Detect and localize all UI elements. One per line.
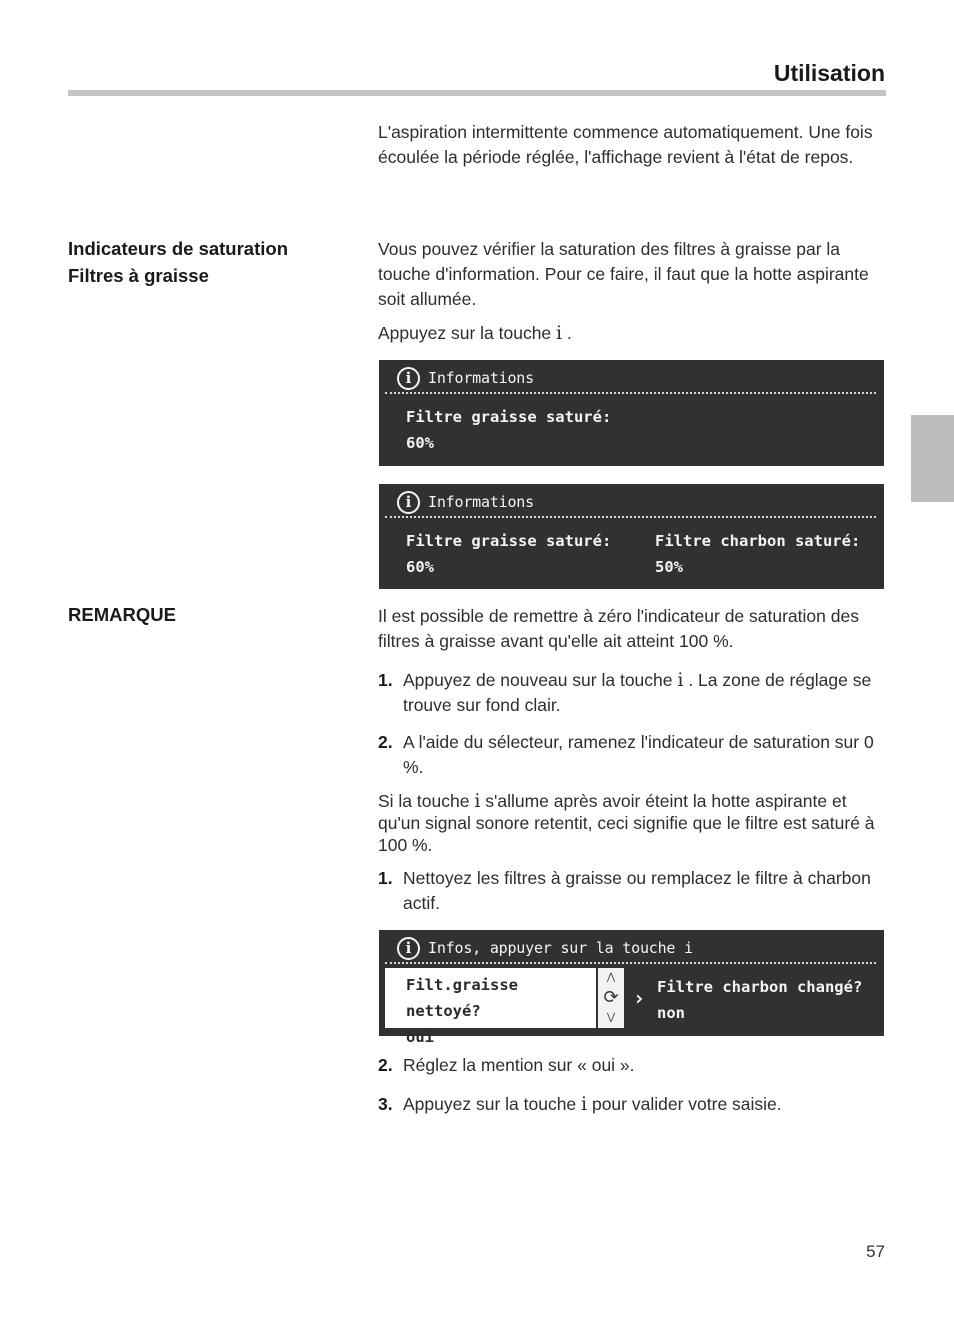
display-header (397, 936, 693, 960)
info-key-icon: i (556, 322, 563, 344)
display-header-label: Infos, appuyer sur la touche i (428, 939, 693, 957)
display-separator (385, 516, 876, 518)
step-text: A l'aide du sélecteur, ramenez l'indicateur de saturation sur 0 %. (403, 732, 874, 777)
chapter-side-tab (911, 415, 954, 502)
saturation-paragraph: Vous pouvez vérifier la saturation des filtres à graisse par la touche d'information. Pour ce faire, il faut que la hotte aspirante soit allumée. (378, 239, 869, 309)
header-rule (68, 90, 886, 96)
display-separator (385, 392, 876, 394)
saturation-heading (68, 235, 358, 289)
info-key-icon: i (581, 1093, 588, 1115)
page-header-title: Utilisation (773, 60, 885, 86)
info-key-icon: i (474, 790, 481, 812)
grease-saturation-label: Filtre graisse saturé: (406, 532, 612, 550)
intro-paragraph: L'aspiration intermittente commence automatiquement. Une fois écoulée la période réglée, l'affichage revient à l'état de repos. (378, 122, 873, 167)
display-header (397, 490, 534, 514)
final-step-3 (378, 1092, 886, 1117)
remarque-heading: REMARQUE (68, 604, 176, 625)
selector-rotate-icon: ⟳ (603, 987, 619, 1008)
saturation-heading-line1: Indicateurs de saturation (68, 238, 288, 259)
display-separator (385, 962, 876, 964)
info-icon: i (397, 937, 420, 960)
remarque-step-1 (378, 668, 886, 718)
step-number: 3. (378, 1094, 393, 1114)
carbon-saturation-label: Filtre charbon saturé: (655, 532, 861, 550)
grease-saturation-value: 60% (406, 434, 434, 452)
press-key-text: Appuyez sur la touche (378, 323, 557, 343)
saturation-heading-line2: Filtres à graisse (68, 265, 209, 286)
carbon-changed-value: non (657, 1004, 685, 1022)
remarque-paragraph-2: Si la touche i s'allume après avoir éteint la hotte aspirante et qu'un signal sonore retentit, ceci signifie que le filtre est saturé à 100 %. (378, 790, 875, 855)
carbon-saturation-value: 50% (655, 558, 683, 576)
step-text: Appuyez sur la touche i pour valider votre saisie. (403, 1093, 782, 1115)
grease-cleaned-label: Filt.graisse nettoyé? (406, 976, 518, 1020)
step-text: Réglez la mention sur « oui ». (403, 1055, 635, 1075)
chevron-right-icon: › (633, 986, 646, 1010)
carbon-changed-label: Filtre charbon changé? (657, 978, 863, 996)
info-icon: i (397, 367, 420, 390)
selector-up-icon: ⋀ (606, 972, 616, 983)
final-step-2 (378, 1053, 886, 1078)
grease-cleaned-value: oui (406, 1028, 434, 1046)
remarque-step2-1 (378, 866, 886, 916)
rotary-selector-icon (598, 968, 624, 1028)
step-text: Appuyez de nouveau sur la touche i . La zone de réglage se trouve sur fond clair. (403, 669, 872, 715)
step-number: 1. (378, 868, 393, 888)
grease-saturation-value: 60% (406, 558, 434, 576)
display-informations-grease-carbon (379, 484, 884, 589)
step-number: 2. (378, 1055, 393, 1075)
display-header (397, 366, 534, 390)
info-icon: i (397, 491, 420, 514)
info-key-icon: i (677, 669, 684, 691)
display-header-label: Informations (428, 493, 534, 511)
step-number: 1. (378, 670, 393, 690)
selector-down-icon: ⋁ (606, 1012, 616, 1023)
display-header-label: Informations (428, 369, 534, 387)
remarque-paragraph: Il est possible de remettre à zéro l'indicateur de saturation des filtres à graisse avant qu'elle ait atteint 100 %. (378, 606, 859, 651)
step-number: 2. (378, 732, 393, 752)
press-key-line (378, 321, 886, 346)
grease-cleaned-setting[interactable] (385, 968, 596, 1046)
page-number: 57 (866, 1242, 885, 1261)
remarque-step-2 (378, 730, 886, 780)
press-key-suffix: . (562, 323, 572, 343)
step-text: Nettoyez les filtres à graisse ou remplacez le filtre à charbon actif. (403, 868, 871, 913)
display-infos-confirm (379, 930, 884, 1046)
display-informations-grease (379, 360, 884, 466)
grease-saturation-label: Filtre graisse saturé: (406, 408, 612, 426)
